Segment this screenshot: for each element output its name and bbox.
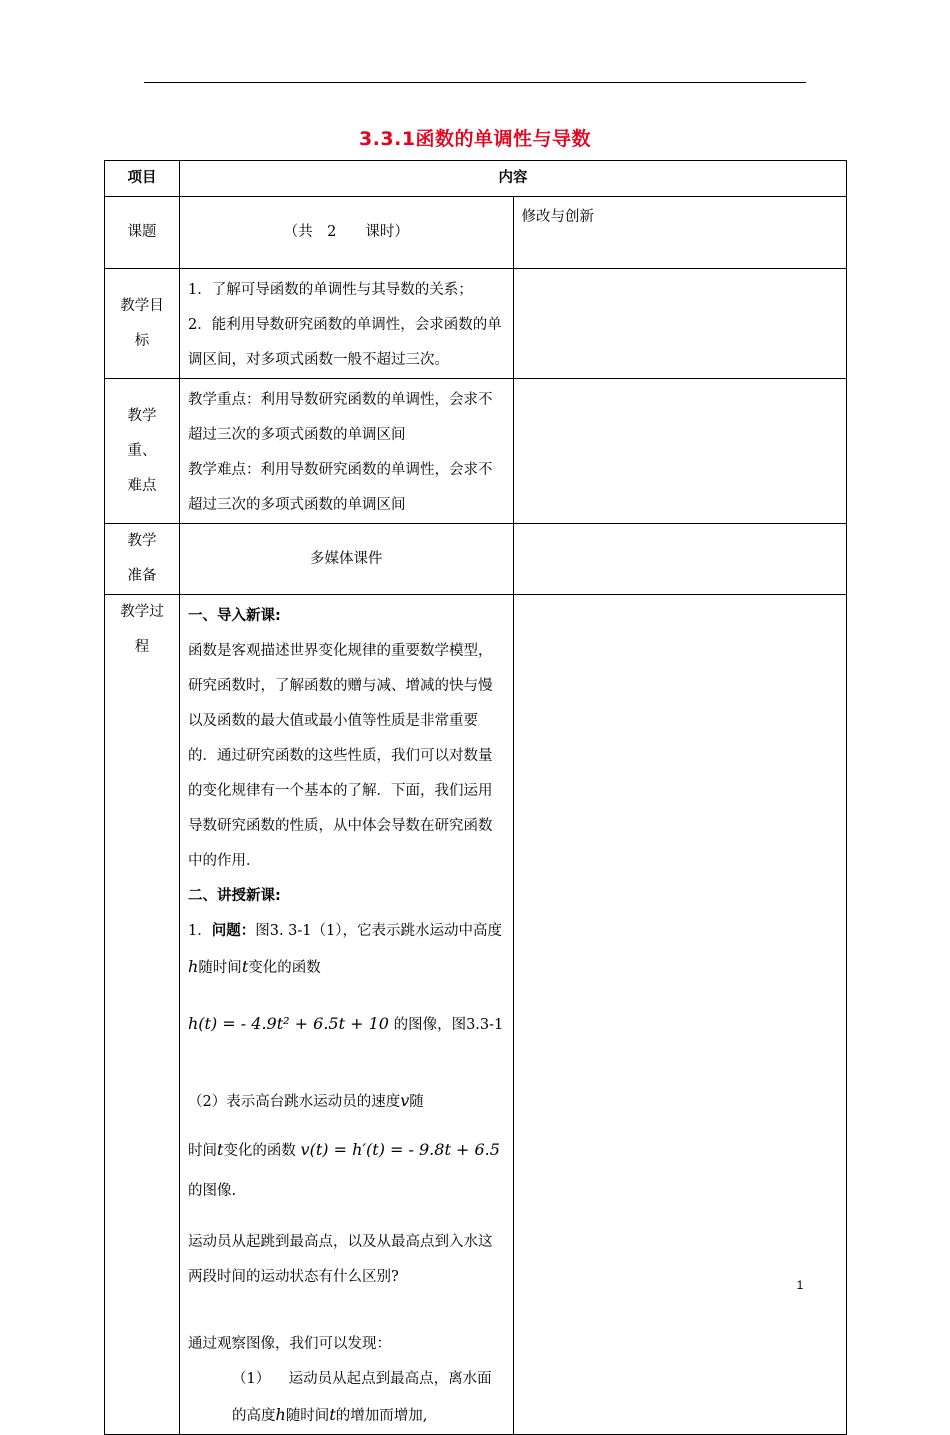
problem-line: 1．问题：图3. 3-1（1），它表示跳水运动中高度h随时间t变化的函数: [188, 923, 503, 976]
lesson-plan-table: [104, 160, 847, 1435]
row-process-notes: [513, 595, 847, 1435]
goal-item: 2．能利用导数研究函数的单调性，会求函数的单调区间，对多项式函数一般不超过三次。: [188, 317, 502, 368]
revision-column-header: 修改与创新: [513, 197, 847, 269]
row-topic-label: 课题: [105, 197, 180, 269]
section-heading-lecture: 二、讲授新课:: [188, 888, 281, 904]
section-heading-intro: 一、导入新课:: [188, 608, 281, 624]
row-key-points: [105, 379, 847, 524]
variable-t: t: [217, 1140, 224, 1159]
problem-label: 问题：: [211, 923, 256, 939]
row-goals-notes: [513, 269, 847, 379]
goal-item: 1．了解可导函数的单调性与其导数的关系；: [188, 282, 473, 298]
question-paragraph: 运动员从起跳到最高点，以及从最高点到入水这两段时间的运动状态有什么区别?: [188, 1234, 493, 1285]
row-goals-content: [180, 269, 514, 379]
observation-item-1: （1） 运动员从起点到最高点，离水面的高度h随时间t的增加而增加,: [232, 1371, 492, 1424]
row-topic: [105, 197, 847, 269]
header-item: 项目: [105, 161, 180, 197]
observation-line: 通过观察图像，我们可以发现：: [188, 1336, 391, 1352]
intro-paragraph: 函数是客观描述世界变化规律的重要数学模型，研究函数时，了解函数的赠与减、增减的快与慢以及函数的最大值或最小值等性质是非常重要的．通过研究函数的这些性质，我们可以对数量的变化规律有一个基本的了解．下面，我们运用导数研究函数的性质，从中体会导数在研究函数中的作用．: [188, 643, 493, 869]
key-point: 教学重点：利用导数研究函数的单调性，会求不超过三次的多项式函数的单调区间: [188, 392, 493, 443]
difficult-point: 教学难点：利用导数研究函数的单调性，会求不超过三次的多项式函数的单调区间: [188, 462, 493, 513]
document-title: 3.3.1函数的单调性与导数: [358, 128, 592, 150]
row-key-notes: [513, 379, 847, 524]
row-prep-label: 教学准备: [105, 524, 180, 595]
row-process: [105, 595, 847, 1435]
page-number: 1: [796, 1278, 804, 1292]
row-process-content: [180, 595, 514, 1435]
formula-h: h(t) = - 4.9t² + 6.5t + 10: [188, 1014, 389, 1033]
formula-line-h: h(t) = - 4.9t² + 6.5t + 10 的图像，图3.3-1（2）表示高台跳水运动员的速度v随: [188, 1014, 504, 1110]
row-process-label: 教学过程: [105, 595, 180, 1435]
row-prep-notes: [513, 524, 847, 595]
row-goals-label: 教学目标: [105, 269, 180, 379]
spacer: [188, 1295, 505, 1327]
variable-h: h: [188, 957, 199, 976]
variable-h: h: [275, 1405, 286, 1424]
row-topic-content: （共 2 课时）: [180, 197, 514, 269]
row-goals: [105, 269, 847, 379]
variable-t: t: [241, 957, 249, 976]
row-prep-content: 多媒体课件: [180, 524, 514, 595]
row-key-content: [180, 379, 514, 524]
header-rule: [144, 82, 806, 83]
formula-v: v(t) = h′(t) = - 9.8t + 6.5: [300, 1140, 500, 1159]
row-preparation: [105, 524, 847, 595]
formula-line-v: 时间t变化的函数 v(t) = h′(t) = - 9.8t + 6.5 的图像.: [188, 1140, 500, 1199]
table-header-row: [105, 161, 847, 197]
header-content: 内容: [180, 161, 847, 197]
row-key-label: 教学重、难点: [105, 379, 180, 524]
variable-t: t: [329, 1405, 336, 1424]
variable-v: v: [400, 1091, 410, 1110]
